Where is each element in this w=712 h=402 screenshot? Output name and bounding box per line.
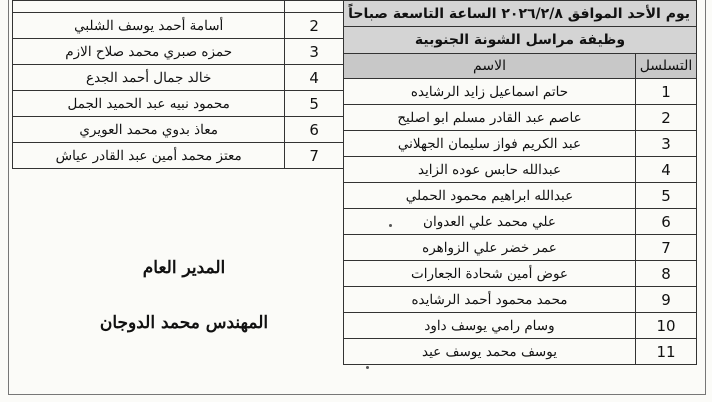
- row-name: عوض أمين شحادة الجعارات: [344, 261, 636, 287]
- row-name: خالد جمال أحمد الجدع: [13, 65, 285, 91]
- row-name: محمود نبيه عبد الحميد الجمل: [13, 91, 285, 117]
- row-name: عبدالله ابراهيم محمود الحملي: [344, 183, 636, 209]
- job-title: وظيفة مراسل الشونة الجنوبية: [344, 27, 697, 54]
- row-number: 9: [636, 287, 697, 313]
- row-name: معتز محمد أمين عبد القادر عياش: [13, 143, 285, 169]
- row-name: معاذ بدوي محمد العويري: [13, 117, 285, 143]
- row-number: 5: [636, 183, 697, 209]
- row-name: عاصم عبد القادر مسلم ابو اصليح: [344, 105, 636, 131]
- column-header-name: الاسم: [344, 54, 636, 79]
- row-name: عمر خضر علي الزواهره: [344, 235, 636, 261]
- right-candidates-table: [343, 0, 697, 365]
- row-name: أسامة أحمد يوسف الشلبي: [13, 13, 285, 39]
- table-row: [344, 209, 697, 235]
- row-number: 6: [636, 209, 697, 235]
- table-row: [344, 261, 697, 287]
- table-row: [344, 287, 697, 313]
- left-candidates-table: [12, 0, 344, 169]
- table-row: [13, 117, 344, 143]
- table-row: [344, 79, 697, 105]
- row-number: 5: [285, 91, 344, 117]
- table-row-top-cut: [13, 1, 344, 13]
- scan-speck: [366, 366, 369, 369]
- header-date-row: [344, 1, 697, 27]
- row-name: وسام رامي يوسف داود: [344, 313, 636, 339]
- row-number: 7: [636, 235, 697, 261]
- row-number: 11: [636, 339, 697, 365]
- signature-name: المهندس محمد الدوجان: [99, 313, 269, 333]
- table-row: [13, 143, 344, 169]
- table-row: [344, 105, 697, 131]
- scan-speck: [389, 224, 392, 227]
- table-row: [344, 157, 697, 183]
- date-line: يوم الأحد الموافق ٢٠٢٦/٢/٨ الساعة التاسعة صباحاً: [344, 1, 697, 27]
- table-row: [13, 13, 344, 39]
- row-name: يوسف محمد يوسف عيد: [344, 339, 636, 365]
- row-number: 3: [285, 39, 344, 65]
- row-number: 8: [636, 261, 697, 287]
- row-number: 6: [285, 117, 344, 143]
- column-header-seq: التسلسل: [636, 54, 697, 79]
- table-row: [344, 183, 697, 209]
- row-number: 2: [636, 105, 697, 131]
- document-sheet: [8, 0, 706, 395]
- table-row: [13, 91, 344, 117]
- row-name: علي محمد علي العدوان: [344, 209, 636, 235]
- row-number: 7: [285, 143, 344, 169]
- table-row: [344, 313, 697, 339]
- left-table-body: [13, 1, 344, 169]
- row-name: عبدالله حابس عوده الزايد: [344, 157, 636, 183]
- row-number-cut: [285, 1, 344, 13]
- signature-title: المدير العام: [142, 258, 226, 278]
- table-row: [13, 65, 344, 91]
- column-header-row: [344, 54, 697, 79]
- right-table-body: [344, 1, 697, 365]
- table-row: [13, 39, 344, 65]
- table-row: [344, 339, 697, 365]
- header-job-row: [344, 27, 697, 54]
- row-number: 1: [636, 79, 697, 105]
- row-number: 4: [636, 157, 697, 183]
- table-row: [344, 235, 697, 261]
- row-number: 10: [636, 313, 697, 339]
- row-number: 4: [285, 65, 344, 91]
- row-name: حاتم اسماعيل زايد الرشايده: [344, 79, 636, 105]
- row-name: حمزه صبري محمد صلاح الازم: [13, 39, 285, 65]
- row-name: محمد محمود أحمد الرشايده: [344, 287, 636, 313]
- row-name-cut: [13, 1, 285, 13]
- table-row: [344, 131, 697, 157]
- row-number: 2: [285, 13, 344, 39]
- row-number: 3: [636, 131, 697, 157]
- row-name: عبد الكريم فواز سليمان الجهلاني: [344, 131, 636, 157]
